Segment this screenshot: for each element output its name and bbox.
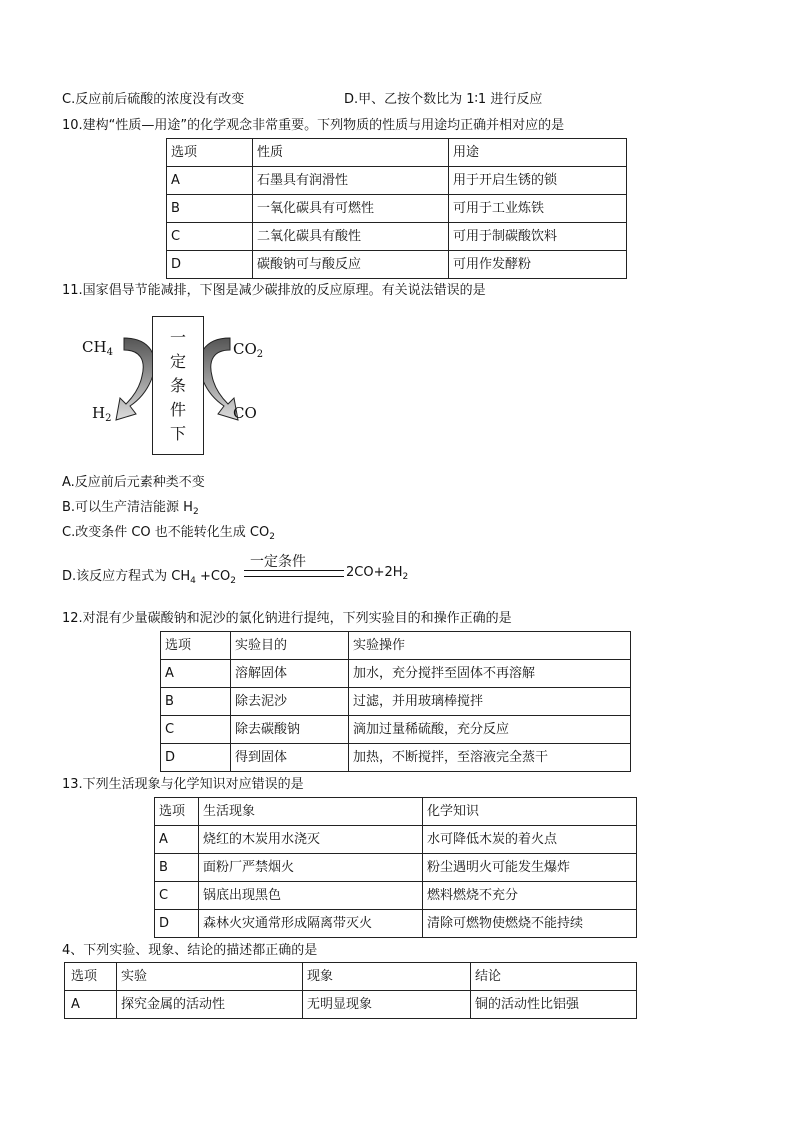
table-row — [161, 688, 631, 716]
table-header-cell: 实验操作 — [349, 632, 631, 660]
table-cell: D — [167, 251, 253, 279]
condition-char: 下 — [169, 424, 186, 443]
q11-option-c: C.改变条件 CO 也不能转化生成 $CO_2$ — [62, 525, 275, 542]
q12-stem: 12.对混有少量碳酸钠和泥沙的氯化钠进行提纯，下列实验目的和操作正确的是 — [62, 611, 512, 626]
table-cell: 探究金属的活动性 — [117, 991, 303, 1019]
table-cell: B — [167, 195, 253, 223]
condition-char: 一 — [169, 328, 186, 347]
table-cell: 过滤，并用玻璃棒搅拌 — [349, 688, 631, 716]
table-cell: 面粉厂严禁烟火 — [199, 854, 423, 882]
table-header-cell: 实验目的 — [231, 632, 349, 660]
table-cell: B — [161, 688, 231, 716]
table-cell: 烧红的木炭用水浇灭 — [199, 826, 423, 854]
table-header-row — [161, 632, 631, 660]
table-row — [161, 660, 631, 688]
table-cell: 可用于工业炼铁 — [449, 195, 627, 223]
table-header-cell: 选项 — [65, 963, 117, 991]
table-cell: 铜的活动性比铝强 — [471, 991, 637, 1019]
reaction-condition: 一定条件 — [250, 554, 306, 570]
table-cell: C — [161, 716, 231, 744]
table-cell: A — [155, 826, 199, 854]
q13-stem: 13.下列生活现象与化学知识对应错误的是 — [62, 777, 304, 792]
table-header-cell: 结论 — [471, 963, 637, 991]
table-cell: 除去碳酸钠 — [231, 716, 349, 744]
table-cell: 得到固体 — [231, 744, 349, 772]
q10-table — [166, 138, 627, 279]
table-cell: 一氧化碳具有可燃性 — [253, 195, 449, 223]
reactant-co2: $CO_2$ — [233, 340, 264, 360]
table-cell: A — [161, 660, 231, 688]
table-cell: 碳酸钠可与酸反应 — [253, 251, 449, 279]
table-cell: 水可降低木炭的着火点 — [423, 826, 637, 854]
table-cell: 除去泥沙 — [231, 688, 349, 716]
table-row — [167, 223, 627, 251]
table-row — [167, 195, 627, 223]
table-cell: 清除可燃物使燃烧不能持续 — [423, 910, 637, 938]
q11-option-a: A.反应前后元素种类不变 — [62, 475, 205, 490]
table-cell: 用于开启生锈的锁 — [449, 167, 627, 195]
table-row — [155, 910, 637, 938]
table-cell: 森林火灾通常形成隔离带灭火 — [199, 910, 423, 938]
reaction-diagram — [80, 316, 270, 456]
table-cell: 粉尘遇明火可能发生爆炸 — [423, 854, 637, 882]
table-header-cell: 选项 — [155, 798, 199, 826]
table-row — [65, 991, 637, 1019]
condition-char: 条 — [169, 376, 186, 395]
table-cell: 溶解固体 — [231, 660, 349, 688]
q14-stem: 4、下列实验、现象、结论的描述都正确的是 — [62, 943, 318, 958]
table-row — [155, 882, 637, 910]
product-h2: $H_2$ — [92, 404, 112, 424]
table-row — [167, 251, 627, 279]
table-cell: D — [155, 910, 199, 938]
table-header-cell: 生活现象 — [199, 798, 423, 826]
equation-left: D.该反应方程式为 $CH_4 +CO_2$ — [62, 569, 236, 586]
equation-right: $2CO+2H_2$ — [346, 565, 409, 582]
table-cell: D — [161, 744, 231, 772]
table-cell: 可用作发酵粉 — [449, 251, 627, 279]
table-header-row — [65, 963, 637, 991]
table-cell: 加水，充分搅拌至固体不再溶解 — [349, 660, 631, 688]
equals-sign — [244, 570, 344, 577]
q11-option-b: B.可以生产清洁能源 $H_2$ — [62, 500, 199, 517]
table-cell: C — [155, 882, 199, 910]
left-curved-arrow — [116, 338, 155, 420]
q14-table — [64, 962, 637, 1019]
q9-option-d: D.甲、乙按个数比为 1∶1 进行反应 — [344, 92, 543, 107]
table-cell: 石墨具有润滑性 — [253, 167, 449, 195]
q10-stem: 10.建构“性质—用途”的化学观念非常重要。下列物质的性质与用途均正确并相对应的是 — [62, 118, 565, 133]
table-row — [167, 167, 627, 195]
q12-table — [160, 631, 631, 772]
reactant-ch4: $CH_4$ — [82, 338, 113, 358]
table-header-cell: 实验 — [117, 963, 303, 991]
table-cell: 无明显现象 — [303, 991, 471, 1019]
table-header-row — [155, 798, 637, 826]
q9-option-c: C.反应前后硫酸的浓度没有改变 — [62, 92, 245, 107]
condition-char: 件 — [169, 400, 186, 419]
table-cell: A — [65, 991, 117, 1019]
table-header-row — [167, 139, 627, 167]
condition-box — [152, 316, 204, 455]
product-co: CO — [233, 404, 257, 422]
table-header-cell: 化学知识 — [423, 798, 637, 826]
table-cell: A — [167, 167, 253, 195]
table-cell: 燃料燃烧不充分 — [423, 882, 637, 910]
condition-char: 定 — [169, 352, 186, 371]
table-cell: 加热，不断搅拌，至溶液完全蒸干 — [349, 744, 631, 772]
table-cell: 滴加过量稀硫酸，充分反应 — [349, 716, 631, 744]
table-cell: B — [155, 854, 199, 882]
table-row — [155, 854, 637, 882]
table-header-cell: 性质 — [253, 139, 449, 167]
q13-table — [154, 797, 637, 938]
table-cell: 二氧化碳具有酸性 — [253, 223, 449, 251]
table-row — [161, 744, 631, 772]
table-header-cell: 现象 — [303, 963, 471, 991]
table-header-cell: 选项 — [167, 139, 253, 167]
table-header-cell: 选项 — [161, 632, 231, 660]
table-row — [161, 716, 631, 744]
q11-stem: 11.国家倡导节能减排，下图是减少碳排放的反应原理。有关说法错误的是 — [62, 283, 486, 298]
table-cell: 可用于制碳酸饮料 — [449, 223, 627, 251]
table-header-cell: 用途 — [449, 139, 627, 167]
table-row — [155, 826, 637, 854]
table-cell: 锅底出现黑色 — [199, 882, 423, 910]
table-cell: C — [167, 223, 253, 251]
